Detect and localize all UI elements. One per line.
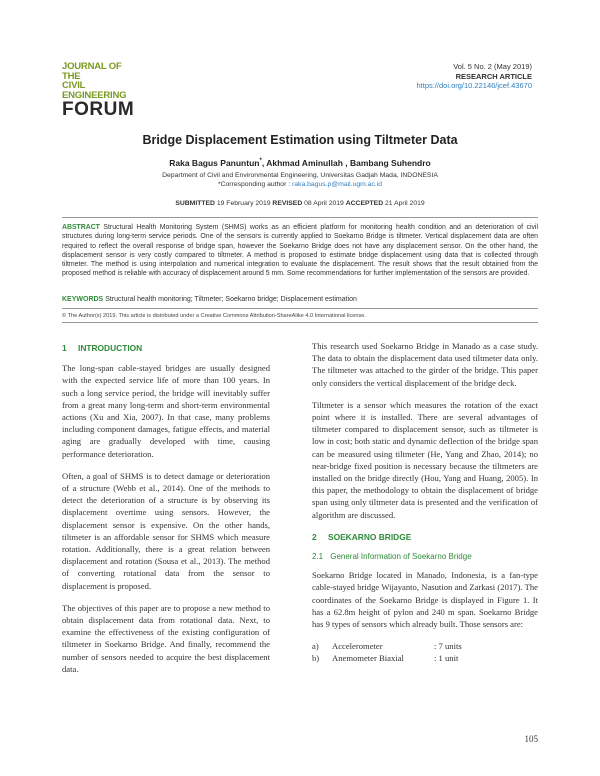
section-1-title: INTRODUCTION <box>78 343 143 353</box>
revised-date: 08 April 2019 <box>304 200 344 207</box>
bridge-paragraph-1: Soekarno Bridge located in Manado, Indonesia, is a fan-type cable-stayed bridge Wijayanto, Nasution and Zarkasi (2017). The coordinates of the Soekarno Bridge is displayed in Figure 1. It has a 62.8m height of pylon and 240 m span. Soekarno Bridge has 9 types of sensors which already built. Those sensors are: <box>312 570 538 630</box>
corresponding-email[interactable]: raka.bagus.p@mail.ugm.ac.id <box>292 181 383 188</box>
volume-info: Vol. 5 No. 2 (May 2019) <box>453 62 532 71</box>
logo-forum: FORUM <box>62 99 135 120</box>
keywords <box>62 296 538 303</box>
right-paragraph-2: Tiltmeter is a sensor which measures the rotation of the exact point where it is installed. There are several advantages of tiltmeter compared to displacement sensor, such as tiltmeter is low in cost; both static and dynamic deflection of the bridge span can be measured using tiltmeter (He, Yang and Zhao, 2014); no near-bridge fixed position is necessary because the tiltmeters are installed on the bridge directly (Hou, Yang and Huang, 2005). In this paper, the methodology to obtain the displacement of bridge span using only tiltmeter data is presented and the verification of algorithm are discussed. <box>312 399 538 520</box>
sensor-index: b) <box>312 653 320 664</box>
section-2-title: SOEKARNO BRIDGE <box>328 531 412 542</box>
intro-paragraph-1: The long-span cable-stayed bridges are usually designed with the expected service life of more than 100 years. In such a long service period, the bridge will inevitably suffer from a great many long-term and short-term environmental actions (Xu and Xia, 2007). In that case, many problems including component damages, fatigue effects, and material aging are gradually developed with time, causing performance deterioration. <box>62 363 270 459</box>
logo-line-2: CIVIL ENGINEERING <box>62 80 127 101</box>
dates-line <box>0 200 600 207</box>
journal-meta <box>416 62 532 91</box>
accepted-label: ACCEPTED <box>345 200 384 207</box>
submitted-date: 19 February 2019 <box>216 200 271 207</box>
page-number: 105 <box>524 734 538 744</box>
divider-bottom <box>62 322 538 323</box>
corresponding-author <box>0 180 600 189</box>
intro-paragraph-3: The objectives of this paper are to propose a new method to obtain displacement data from rotational data. Next, to examine the effectiveness of the existing configuration of tiltmeter in Soekarno Bridge. And finally, recommend the number of sensors needed to acquire the best displacement data. <box>62 602 270 674</box>
affiliation-block <box>0 171 600 189</box>
abstract <box>62 223 538 279</box>
right-paragraph-1: This research used Soekarno Bridge in Manado as a case study. The data to obtain the displacement data used tiltmeter data only. The tiltmeter was attached to the girder of the bridge. This paper only considers the vertical displacement of the bridge deck. <box>312 341 538 388</box>
right-column <box>312 340 538 664</box>
doi-link[interactable]: https://doi.org/10.22146/jcef.43670 <box>416 81 532 90</box>
abstract-label: ABSTRACT <box>62 224 100 231</box>
journal-logo <box>62 62 142 120</box>
author-rest: , Akhmad Aminullah , Bambang Suhendro <box>261 158 431 168</box>
subsection-2-1-number: 2.1 <box>312 552 324 562</box>
divider-mid <box>62 308 538 309</box>
sensor-name: Anemometer Biaxial <box>332 653 404 664</box>
author-first: Raka Bagus Panuntun <box>169 158 260 168</box>
corresponding-mark: * <box>259 158 262 165</box>
license-note: © The Author(s) 2019. This article is distributed under a Creative Commons Attribution-ShareAlike 4.0 International license. <box>62 313 366 319</box>
accepted-date: 21 April 2019 <box>385 200 425 207</box>
section-1-heading <box>62 342 270 354</box>
divider-top <box>62 217 538 218</box>
subsection-2-1-title: General Information of Soekarno Bridge <box>330 552 472 562</box>
keywords-label: KEYWORDS <box>62 296 104 303</box>
logo-line-1: JOURNAL OF THE <box>62 61 122 82</box>
submitted-label: SUBMITTED <box>175 200 215 207</box>
intro-paragraph-2: Often, a goal of SHMS is to detect damage or deterioration of a structure (Webb et al., 2014). One of the methods to detect the deterioration of a structure is by observing its displacement overtime using sensors. However, the displacement sensor is expensive. On the other hands, tiltmeter is an affordable sensor for SHMS which measure rotation. Additionally, there is a great relation between displacement and rotation (Sousa et al., 2013). The method of converting rotational data from the sensor to displacement is proposed. <box>62 470 270 591</box>
section-2-number: 2 <box>312 531 317 542</box>
paper-title: Bridge Displacement Estimation using Tiltmeter Data <box>142 133 458 147</box>
abstract-text: Structural Health Monitoring System (SHMS) works as an efficient platform for monitoring health condition and an deterioration of civil structures during long-term service periods. One of the sensors is currently applied to Soekarno Bridge is tiltmeter. Vertical displacement data are often required to reflect the overall response of bridge span, however the Soekarno Bridge does not have any displacement sensor. On the other hand, the displacement sensor is very costly compared to tiltmeter. A method is proposed to estimate bridge displacement using data that is collected through tiltmeter. The method is using interpolation and numerical integration to evaluate the displacement. The result shows that the result obtained from the proposed method is reliable with accuracy of displacement around 5 mm. Some recommendations for further implementation of the sensors are provided. <box>62 224 538 278</box>
corresponding-label: *Corresponding author : <box>217 181 293 188</box>
section-1-number: 1 <box>62 343 67 353</box>
sensor-index: a) <box>312 641 319 652</box>
sensor-count: : 1 unit <box>434 653 459 664</box>
keywords-text: Structural health monitoring; Tiltmeter; Soekarno bridge; Displacement estimation <box>105 296 357 303</box>
section-2-heading <box>312 531 538 543</box>
affiliation: Department of Civil and Environmental Engineering, Universitas Gadjah Mada, INDONESIA <box>162 172 438 179</box>
left-column <box>62 340 270 685</box>
revised-label: REVISED <box>272 200 303 207</box>
sensor-count: : 7 units <box>434 641 462 652</box>
sensor-item <box>312 652 538 664</box>
subsection-2-1-heading <box>312 551 538 563</box>
author-list <box>0 158 600 168</box>
sensor-name: Accelerometer <box>332 641 383 652</box>
article-type: RESEARCH ARTICLE <box>455 71 532 81</box>
sensor-item <box>312 640 538 652</box>
